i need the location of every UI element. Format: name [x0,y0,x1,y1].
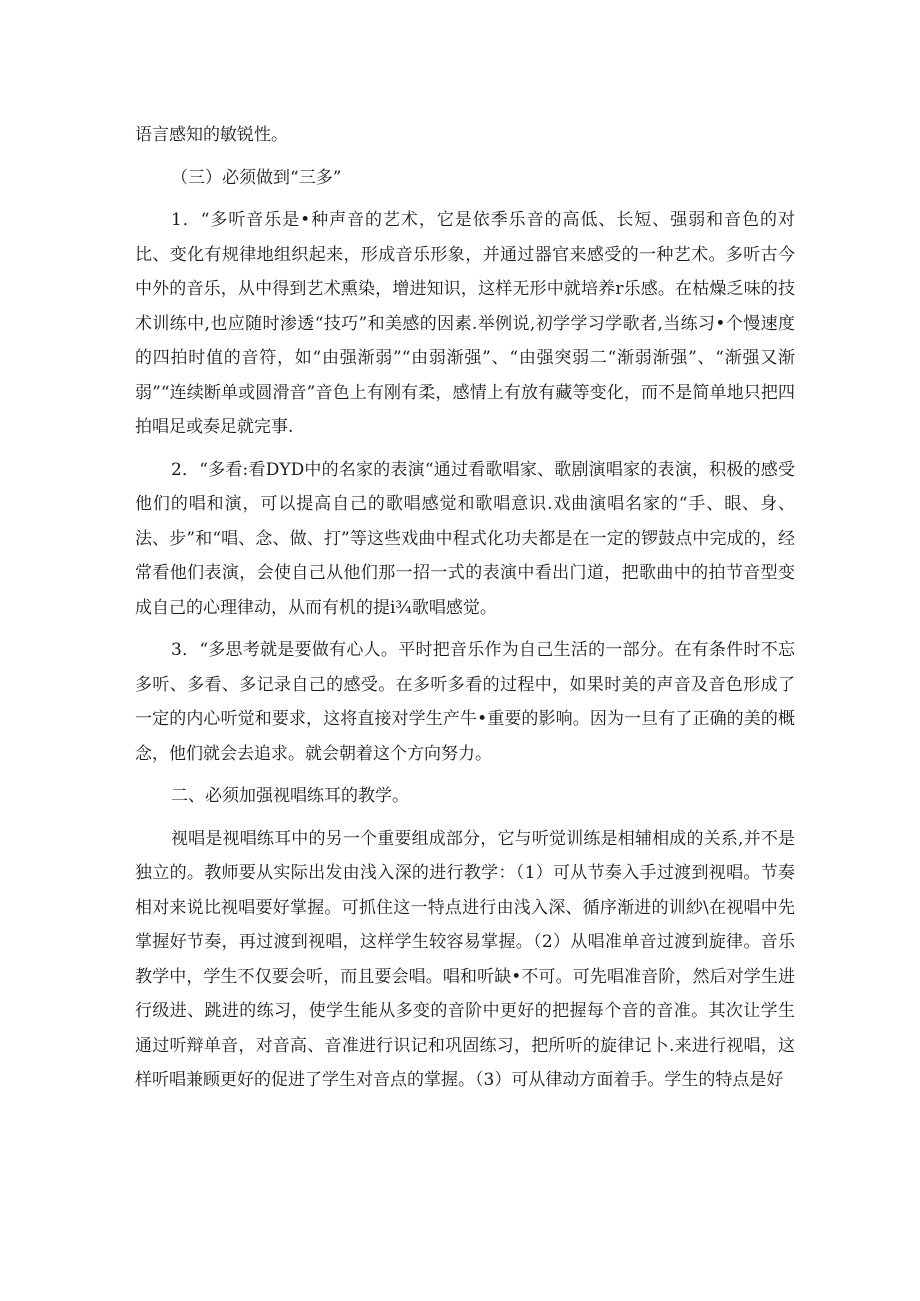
section-heading-sight-singing: 二、必须加强视唱练耳的教学。 [171,786,409,806]
paragraph-think-more: 3．“多思考就是要做有心人。平时把音乐作为自己生活的一部分。在有条件时不忘多听、多看、多记录自己的感受。在多听多看的过程中，如果时美的声音及音色形成了一定的内心听觉和要求，这将直接对学生产牛•重要的影响。因为一旦有了正确的美的概念，他们就会去追求。就会朝着这个方向努力。 [135,640,795,764]
document-body [135,118,795,1106]
paragraph-sight-singing: 视唱是视唱练耳中的另一个重要组成部分，它与听觉训练是相辅相成的关系,并不是独立的。教师要从实际出发由浅入深的进行教学：（1）可从节奏入手过渡到视唱。节奏相对来说比视唱要好掌握。可抓住这一特点进行由浅入深、循序渐进的训紗\在视唱中先掌握好节奏，再过渡到视唱，这样学生较容易掌握。（2）从唱准单音过渡到旋律。音乐教学中，学生不仅要会听，而且要会唱。唱和听缺•不可。可先唱准音阶，然后对学生进行级进、跳进的练习，使学生能从多变的音阶中更好的把握每个音的音准。其次让学生通过听辩单音，对音高、音准进行识记和巩固练习，把所听的旋律记卜.来进行视唱，这样听唱兼顾更好的促进了学生对音点的掌握。（3）可从律动方面着手。学生的特点是好 [135,828,795,1090]
paragraph-continuation: 语言感知的敏锐性。 [135,125,288,145]
paragraph-listen-more: 1．“多听音乐是•种声音的艺术，它是依季乐音的高低、长短、强弱和音色的对比、变化有规律地组织起来，形成音乐形象，并通过器官来感受的一种艺术。多听古今中外的音乐，从中得到艺术熏染，增进知识，这样无形中就培养r乐感。在枯燥乏味的技术训练中,也应随时渗透“技巧”和美感的因素.举例说,初学学习学歌者,当练习•个慢速度的四拍时值的音符，如“由强渐弱”“由弱渐强”、“由强突弱二“渐弱渐强”、“渐强又渐弱”“连续断单或圆滑音”音色上有刚有柔，感情上有放有藏等变化，而不是简单地只把四拍唱足或奏足就完事. [135,210,795,437]
section-heading-three-more: （三）必须做到“三多” [171,167,342,188]
paragraph-watch-more: 2．“多看:看DYD中的名家的表演“通过看歌唱家、歌剧演唱家的表演，积极的感受他们的唱和演，可以提高自己的歌唱感觉和歌唱意识.戏曲演唱名家的“手、眼、身、法、步”和“唱、念、做、打”等这些戏曲中程式化功夫都是在一定的锣鼓点中完成的，经常看他们表演，会使自己从他们那一招一式的表演中看出门道，把歌曲中的拍节音型变成自己的心理律动，从而有机的提i¾歌唱感觉。 [135,459,795,618]
